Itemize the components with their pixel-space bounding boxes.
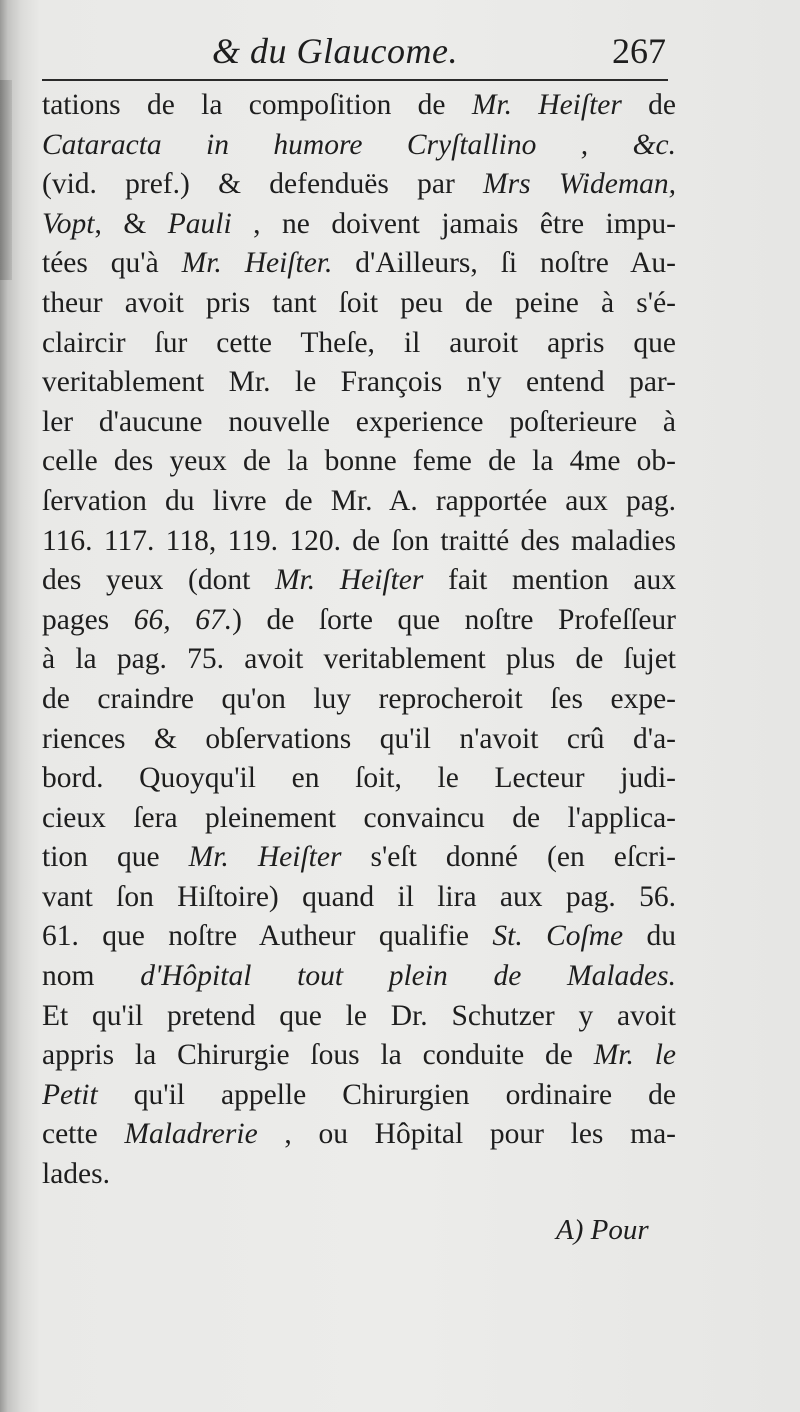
text-segment: veritablement Mr. le François n'y entend par- — [42, 366, 676, 399]
text-segment: d'Ailleurs, ſi noſtre Au- — [332, 247, 676, 280]
text-segment: (vid. pref.) & defenduës par — [42, 168, 484, 201]
text-line — [42, 522, 676, 562]
text-line — [42, 244, 676, 284]
text-segment: , ne doivent jamais être impu- — [231, 207, 676, 240]
text-line — [42, 126, 676, 166]
text-segment: ſervation du livre de Mr. A. rapportée aux pag. — [42, 484, 676, 517]
body-text — [42, 86, 676, 1195]
text-line — [42, 799, 676, 839]
text-segment: , ou Hôpital pour les ma- — [257, 1118, 676, 1151]
header-rule — [42, 79, 668, 81]
text-segment: , & — [94, 207, 168, 240]
italic-text: Mr. Heiſter — [274, 564, 424, 597]
text-line — [42, 878, 676, 918]
text-segment: cieux ſera pleinement convaincu de l'applica- — [42, 801, 676, 834]
text-line — [42, 640, 676, 680]
text-line — [42, 759, 676, 799]
text-segment: nom — [42, 960, 141, 993]
text-segment: tion que — [42, 841, 189, 874]
text-line — [42, 1076, 676, 1116]
italic-text: Mrs Wideman, — [483, 168, 676, 201]
running-title: & du Glaucome. — [212, 31, 458, 71]
text-line — [42, 165, 676, 205]
text-segment: tations de la compoſition de — [42, 89, 472, 121]
text-line — [42, 442, 676, 482]
italic-text: Mr. Heiſter — [471, 89, 622, 121]
text-segment: du — [623, 920, 676, 953]
text-line — [42, 680, 676, 720]
text-segment: qu'il appelle Chirurgien ordinaire de — [97, 1078, 676, 1111]
text-segment: des yeux (dont — [42, 564, 275, 597]
text-line — [42, 1155, 676, 1195]
text-segment: bord. Quoyqu'il en ſoit, le Lecteur judi- — [42, 762, 676, 795]
text-line — [42, 1115, 676, 1155]
text-line — [42, 403, 676, 443]
italic-text: St. Coſme — [492, 920, 624, 953]
text-segment: s'eſt donné (en eſcri- — [341, 841, 676, 874]
italic-text: Mr. Heiſter. — [181, 247, 333, 280]
text-segment: à la pag. 75. avoit veritablement plus de ſujet — [42, 643, 676, 676]
text-segment: pages — [42, 603, 134, 636]
text-segment: ) de ſorte que noſtre Profeſſeur — [232, 603, 676, 636]
italic-text: 66, 67. — [133, 603, 233, 636]
italic-text: Cataracta in humore Cryſtallino , &c. — [42, 128, 676, 161]
text-segment: vant ſon Hiſtoire) quand il lira aux pag. 56. — [42, 880, 676, 913]
text-line — [42, 997, 676, 1037]
text-segment: fait mention aux — [423, 564, 676, 597]
text-segment: lades. — [42, 1158, 110, 1191]
text-segment: theur avoit pris tant ſoit peu de peine à s'é- — [42, 286, 676, 319]
text-segment: celle des yeux de la bonne feme de la 4me ob- — [42, 445, 676, 478]
text-segment: appris la Chirurgie ſous la conduite de — [42, 1039, 594, 1072]
italic-text: Petit — [42, 1078, 98, 1111]
italic-text: Mr. Heiſter — [188, 841, 342, 874]
text-segment: 61. que noſtre Autheur qualifie — [42, 920, 493, 953]
page-number: 267 — [612, 31, 666, 71]
text-line — [42, 720, 676, 760]
text-segment: de — [621, 89, 676, 121]
previous-page-edge — [0, 80, 12, 280]
running-head — [0, 20, 800, 80]
text-segment: 116. 117. 118, 119. 120. de ſon traitté des maladies — [42, 524, 676, 557]
text-line — [42, 482, 676, 522]
text-segment: claircir ſur cette Theſe, il auroit apris que — [42, 326, 676, 359]
text-line — [42, 957, 676, 997]
italic-text: Maladrerie — [124, 1118, 258, 1151]
text-line — [42, 838, 676, 878]
text-line — [42, 284, 676, 324]
italic-text: Mr. le — [593, 1039, 676, 1072]
text-segment: ler d'aucune nouvelle experience poſterieure à — [42, 405, 676, 438]
text-segment: tées qu'à — [42, 247, 182, 280]
text-line — [42, 86, 676, 126]
text-line — [42, 363, 676, 403]
italic-text: d'Hôpital tout plein de Malades. — [140, 960, 676, 993]
italic-text: Pauli — [167, 207, 232, 240]
text-segment: cette — [42, 1118, 125, 1151]
text-line — [42, 205, 676, 245]
catchword: A) Pour — [556, 1214, 649, 1246]
text-segment: de craindre qu'on luy reprocheroit ſes expe- — [42, 682, 676, 715]
text-segment: Et qu'il pretend que le Dr. Schutzer y avoit — [42, 999, 676, 1032]
text-line — [42, 324, 676, 364]
text-line — [42, 601, 676, 641]
text-line — [42, 1036, 676, 1076]
text-segment: riences & obſervations qu'il n'avoit crû d'a- — [42, 722, 676, 755]
italic-text: Vopt — [42, 207, 95, 240]
text-line — [42, 561, 676, 601]
text-line — [42, 917, 676, 957]
